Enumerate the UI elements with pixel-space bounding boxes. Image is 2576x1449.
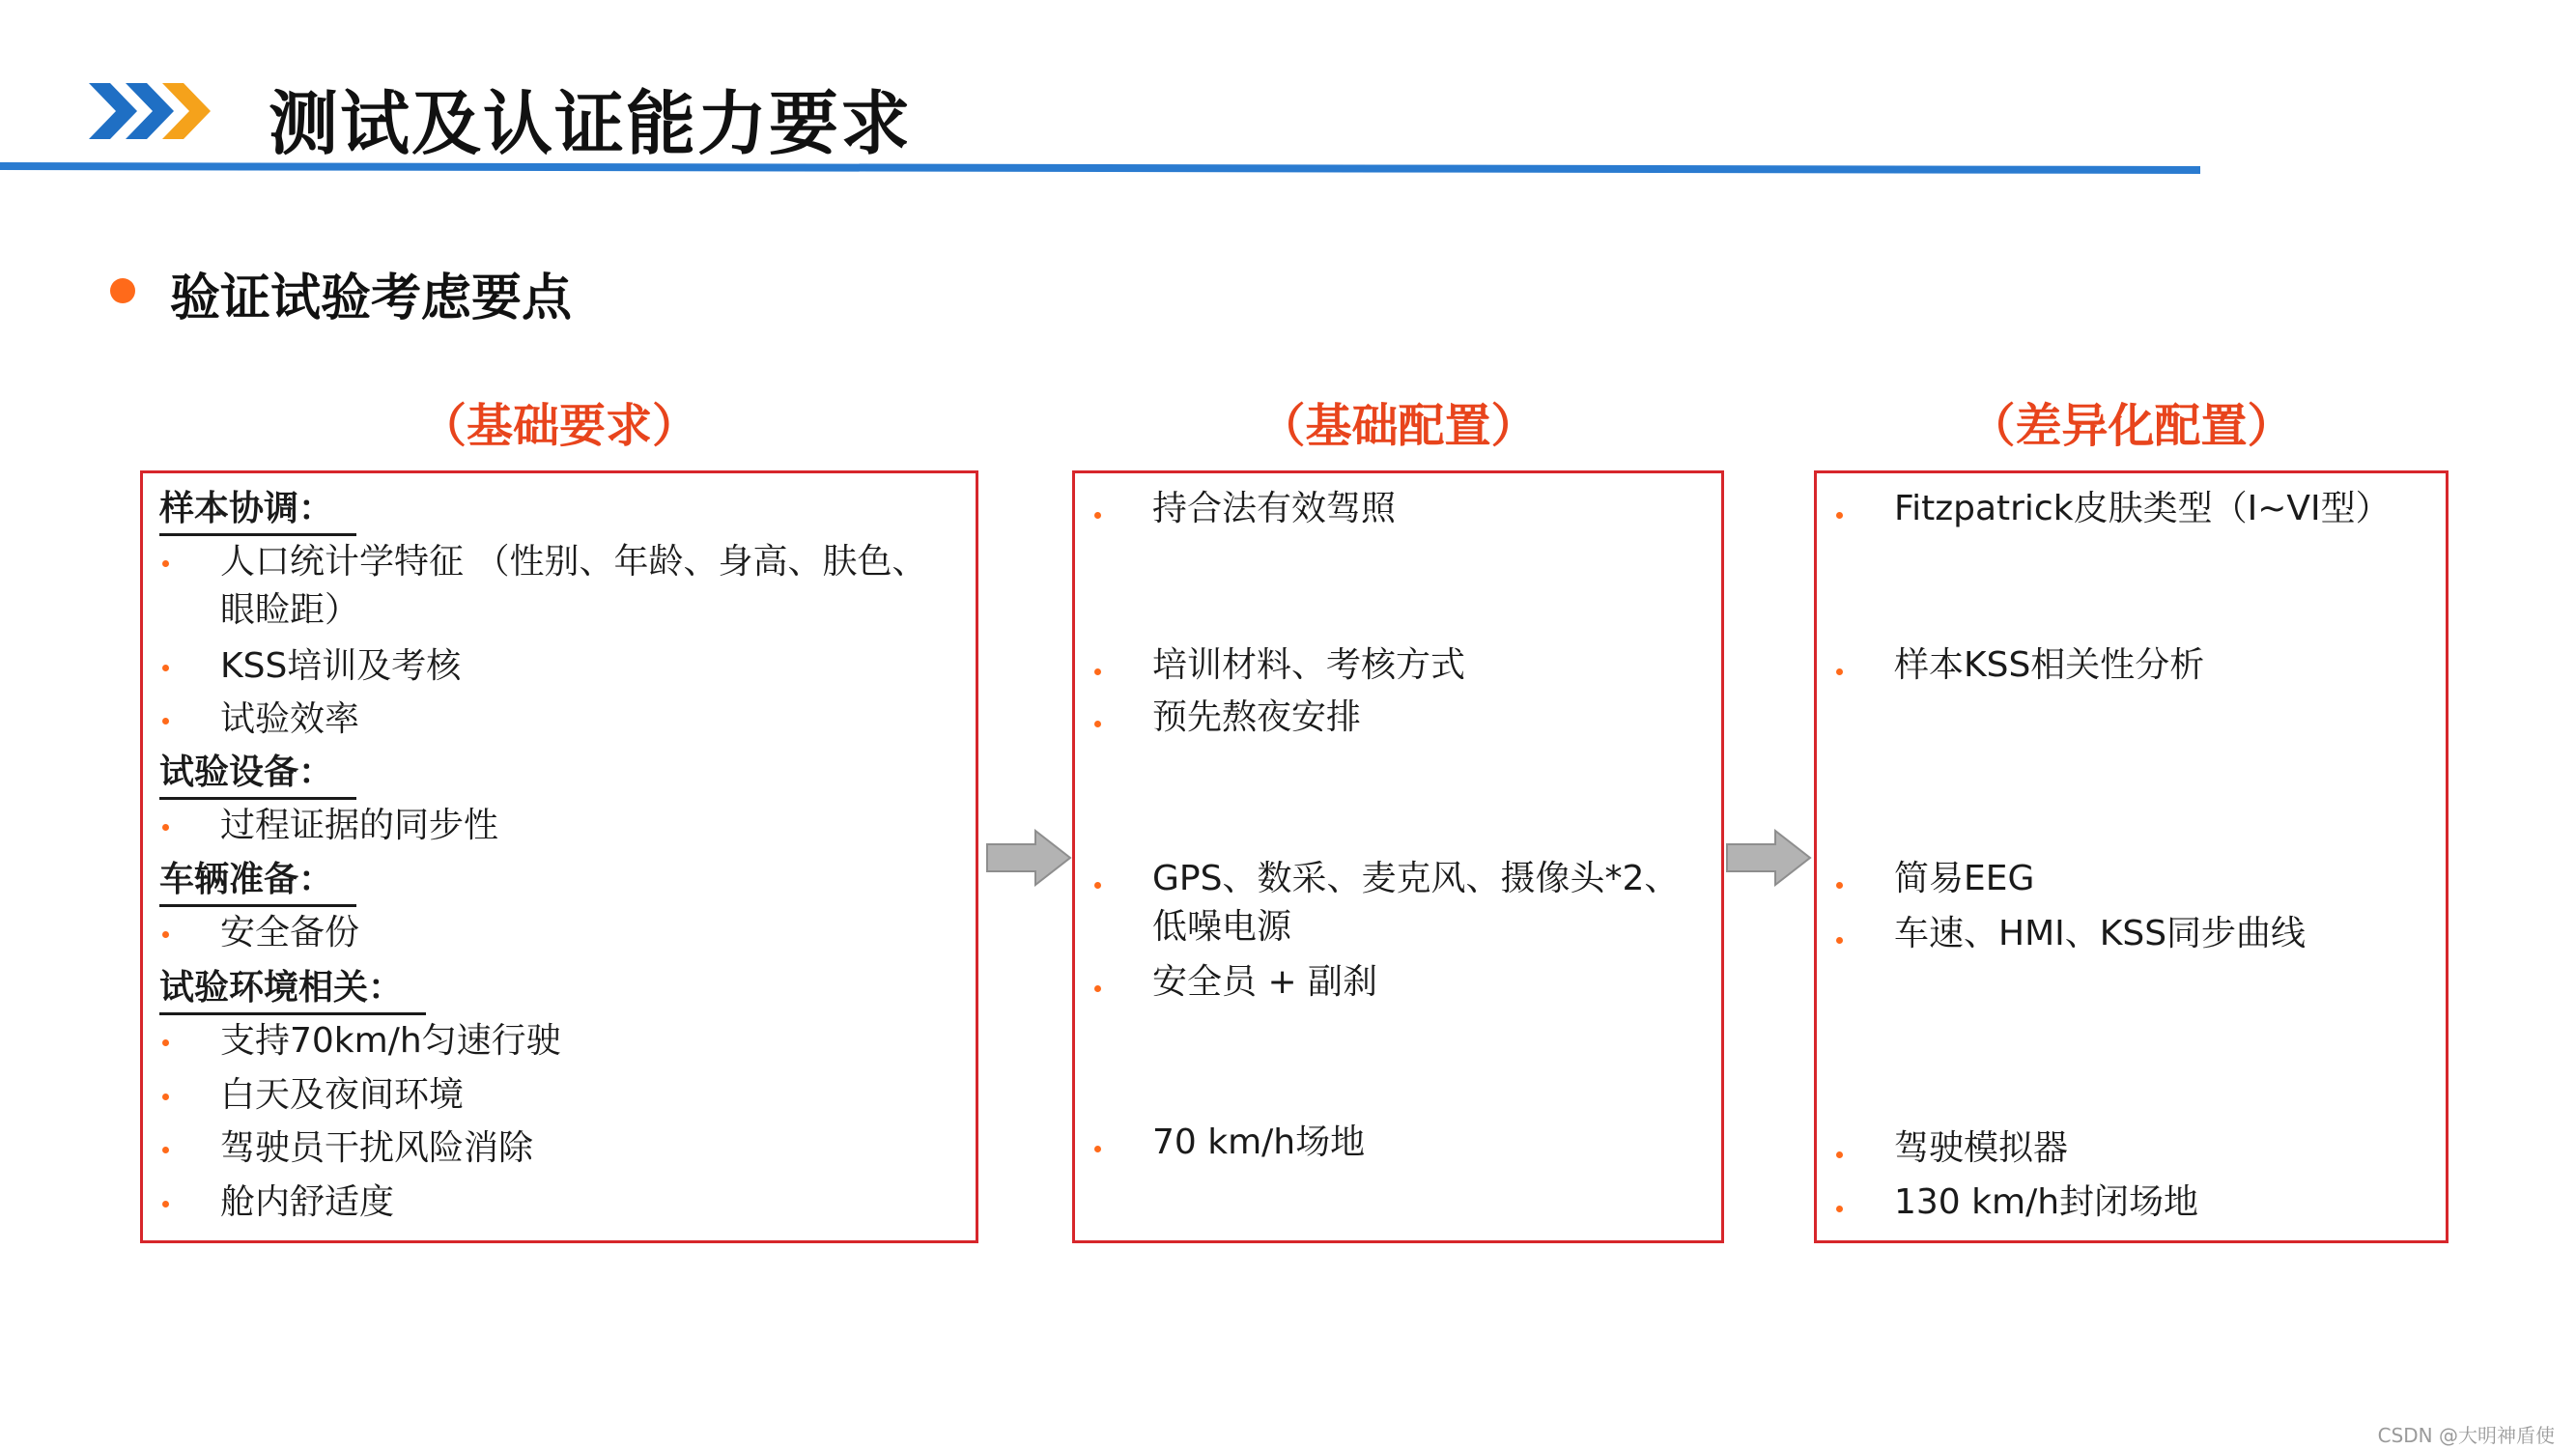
list-item: 低噪电源 [1152, 907, 1292, 947]
bullet-icon [162, 1147, 169, 1153]
group-title-environment: 试验环境相关： [159, 964, 426, 1015]
group-title-vehicle: 车辆准备： [159, 856, 356, 907]
bullet-icon [1094, 882, 1101, 889]
column-heading-basic-requirements: （基础要求） [419, 399, 698, 453]
bullet-icon [162, 1094, 169, 1100]
bullet-icon [1094, 721, 1101, 727]
section-title: 验证试验考虑要点 [170, 270, 573, 327]
list-item: 过程证据的同步性 [220, 806, 499, 845]
bullet-icon [1094, 1146, 1101, 1152]
bullet-icon [1836, 1151, 1843, 1158]
list-item: 样本KSS相关性分析 [1894, 645, 2205, 685]
bullet-icon [1836, 1206, 1843, 1212]
bullet-icon [162, 1039, 169, 1046]
list-item: Fitzpatrick皮肤类型（I~VI型） [1894, 489, 2391, 528]
bullet-icon [1836, 937, 1843, 944]
list-item: 持合法有效驾照 [1152, 489, 1397, 528]
bullet-icon [162, 1201, 169, 1208]
list-item: 白天及夜间环境 [220, 1075, 465, 1115]
list-item: 预先熬夜安排 [1152, 697, 1362, 737]
page-title: 测试及认证能力要求 [269, 83, 913, 164]
list-item: 安全备份 [220, 913, 360, 952]
list-item: 70 km/h场地 [1152, 1122, 1366, 1162]
list-item: 安全员 + 副刹 [1152, 962, 1378, 1002]
list-item: 眼睑距） [220, 590, 360, 630]
list-item: GPS、数采、麦克风、摄像头*2、 [1152, 859, 1680, 898]
list-item: 驾驶模拟器 [1894, 1128, 2069, 1168]
bullet-icon [1094, 668, 1101, 675]
list-item: 简易EEG [1894, 859, 2035, 898]
list-item: 舱内舒适度 [220, 1182, 395, 1222]
bullet-icon [1836, 512, 1843, 519]
bullet-icon [162, 931, 169, 938]
chevron-icon-3 [162, 83, 218, 139]
list-item: 车速、HMI、KSS同步曲线 [1894, 914, 2307, 953]
bullet-icon [162, 718, 169, 724]
list-item: 人口统计学特征 （性别、年龄、身高、肤色、 [220, 542, 927, 582]
bullet-icon [162, 560, 169, 567]
list-item: KSS培训及考核 [220, 646, 462, 686]
bullet-icon [1836, 668, 1843, 675]
list-item: 130 km/h封闭场地 [1894, 1182, 2199, 1222]
list-item: 培训材料、考核方式 [1152, 645, 1466, 685]
section-bullet [110, 278, 135, 303]
bullet-icon [162, 824, 169, 831]
column-heading-basic-config: （基础配置） [1259, 399, 1538, 453]
list-item: 试验效率 [220, 699, 360, 739]
watermark: CSDN @大明神盾使 [2377, 1424, 2555, 1447]
bullet-icon [1094, 512, 1101, 519]
column-heading-diff-config: （差异化配置） [1968, 399, 2294, 453]
bullet-icon [1836, 882, 1843, 889]
list-item: 驾驶员干扰风险消除 [220, 1128, 534, 1168]
title-underline [0, 160, 2200, 174]
group-title-equipment: 试验设备： [159, 749, 356, 800]
right-arrow-icon [1725, 829, 1812, 887]
bullet-icon [1094, 985, 1101, 992]
list-item: 支持70km/h匀速行驶 [220, 1021, 561, 1061]
right-arrow-icon [985, 829, 1072, 887]
group-title-sample: 样本协调： [159, 485, 356, 536]
bullet-icon [162, 665, 169, 671]
